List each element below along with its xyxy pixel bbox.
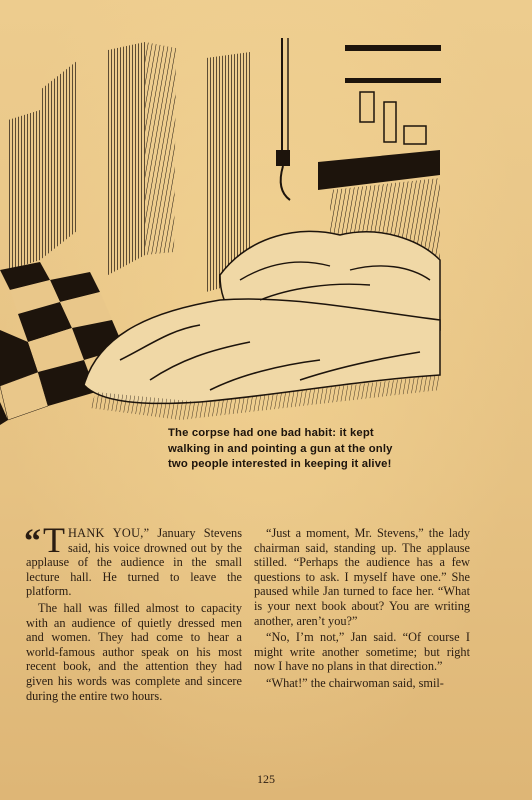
opening-paragraph: [24, 520, 242, 599]
paragraph: “What!” the chairwoman said, smil-: [266, 675, 444, 690]
sheet-covered-body: [84, 231, 440, 420]
story-text: [24, 520, 506, 766]
opening-words: HANK YOU,: [68, 526, 144, 540]
door-panels: [108, 42, 250, 292]
right-column: [254, 526, 470, 693]
paragraph: “Just a moment, Mr. Stevens,” the lady chairman said, standing up. The applause stilled. “Perhaps the audience has a few questions to ask. I myself have one.” She paused while Jan turned to face her. “What is your next book about? You are writing another, aren’t you?”: [254, 526, 470, 628]
caption-line: two people interested in keeping it alive!: [168, 458, 392, 470]
caption-line: walking in and pointing a gun at the only: [168, 442, 393, 455]
page-number: 125: [257, 772, 275, 786]
paragraph: “No, I’m not,” Jan said. “Of course I might write another sometime; but right now I have no plans in that direction.”: [254, 630, 470, 674]
opening-text: ” January Stevens said, his voice drowned out by the applause of the audience in the small lecture hall. He turned to leave the platform.: [26, 526, 242, 599]
wall-panel-left: [8, 60, 78, 270]
left-column: [24, 520, 242, 705]
drop-cap: T: [43, 520, 65, 560]
caption-line: The corpse had one bad habit: it kept: [168, 427, 374, 439]
hanging-cord: [276, 38, 290, 200]
illustration-caption: [168, 426, 468, 473]
corpse-under-sheet-illustration: [0, 30, 445, 425]
open-quote-mark: “: [24, 523, 41, 560]
paragraph: The hall was filled almost to capacity with an audience of quietly dressed men and women. They had come to hear a world-famous author speak on his most recent book, and the attention they had given his words was complete and sincere during the entire two hours.: [26, 600, 242, 703]
